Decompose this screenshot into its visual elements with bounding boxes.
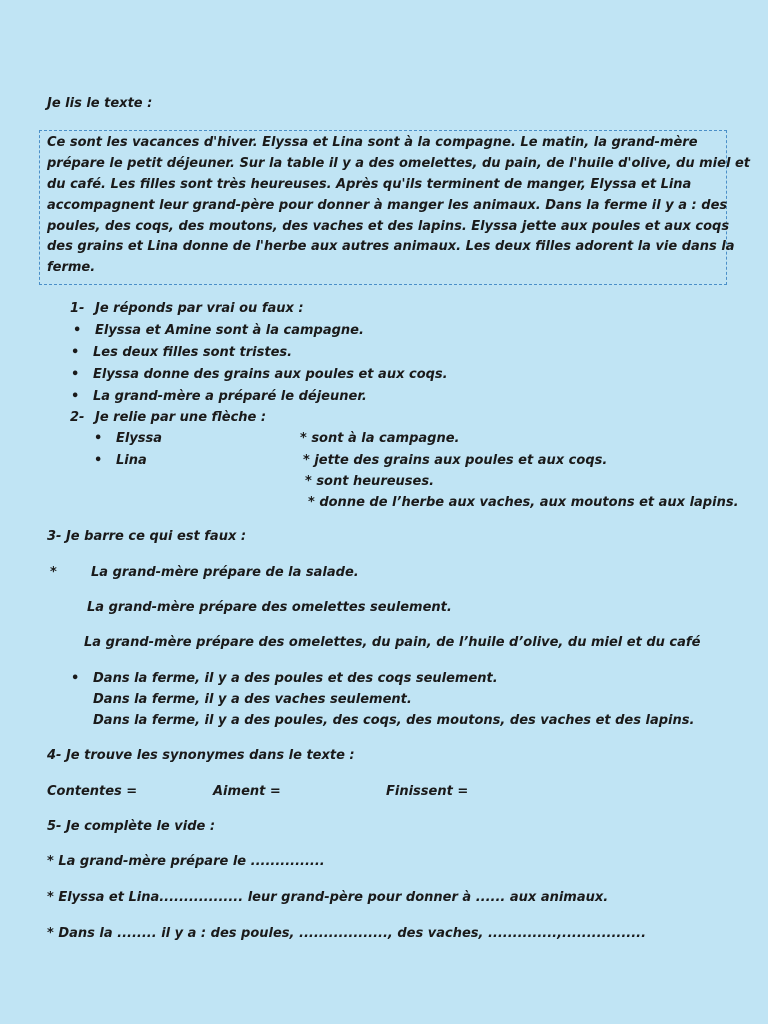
- passage-line: poules, des coqs, des moutons, des vaches et des lapins. Elyssa jette aux poules et aux coqs: [47, 219, 730, 234]
- q2-left-item: • Elyssa: [116, 431, 162, 446]
- passage-line: des grains et Lina donne de l'herbe aux autres animaux. Les deux filles adorent la vie dans la: [47, 239, 735, 254]
- q3-title: 3- Je barre ce qui est faux :: [47, 529, 247, 544]
- q3-option: Dans la ferme, il y a des vaches seulement.: [93, 692, 412, 707]
- passage-line: Ce sont les vacances d'hiver. Elyssa et Lina sont à la compagne. Le matin, la grand-mère: [47, 135, 698, 150]
- q2-number: 2-: [70, 410, 85, 425]
- q4-synonym: Finissent =: [386, 784, 469, 799]
- q5-line: * Dans la ........ il y a : des poules, .................., des vaches, ..............,.................: [47, 926, 647, 941]
- q1-title: Je réponds par vrai ou faux :: [95, 301, 304, 316]
- q3-option: • Dans la ferme, il y a des poules et des coqs seulement.: [93, 671, 498, 686]
- q1-number: 1-: [70, 301, 85, 316]
- q2-right-item: * sont à la campagne.: [300, 431, 460, 446]
- q2-title: Je relie par une flèche :: [95, 410, 267, 425]
- passage-line: prépare le petit déjeuner. Sur la table il y a des omelettes, du pain, de l'huile d'olive, du miel et: [47, 156, 750, 171]
- q5-line: * La grand-mère prépare le ...............: [47, 854, 325, 869]
- q4-synonym: Aiment =: [213, 784, 281, 799]
- q5-line: * Elyssa et Lina................. leur grand-père pour donner à ...... aux animaux.: [47, 890, 609, 905]
- q2-right-item: * donne de l’herbe aux vaches, aux moutons et aux lapins.: [308, 495, 739, 510]
- passage-line: accompagnent leur grand-père pour donner à manger les animaux. Dans la ferme il y a : des: [47, 198, 728, 213]
- q5-title: 5- Je complète le vide :: [47, 819, 216, 834]
- q3-option: La grand-mère prépare de la salade.: [91, 565, 359, 580]
- q1-statement: • Les deux filles sont tristes.: [93, 345, 292, 360]
- q1-statement: • Elyssa donne des grains aux poules et aux coqs.: [93, 367, 448, 382]
- q3-option: Dans la ferme, il y a des poules, des coqs, des moutons, des vaches et des lapins.: [93, 713, 695, 728]
- q4-synonym: Contentes =: [47, 784, 138, 799]
- q2-left-item: • Lina: [116, 453, 147, 468]
- q2-right-item: * sont heureuses.: [305, 474, 435, 489]
- q1-statement: • La grand-mère a préparé le déjeuner.: [93, 389, 367, 404]
- passage-line: du café. Les filles sont très heureuses. Après qu'ils terminent de manger, Elyssa et Lina: [47, 177, 692, 192]
- q3-star: *: [50, 565, 57, 580]
- q3-option: La grand-mère prépare des omelettes seulement.: [87, 600, 452, 615]
- reading-heading: Je lis le texte :: [47, 96, 153, 111]
- q4-title: 4- Je trouve les synonymes dans le texte :: [47, 748, 355, 763]
- q3-option: La grand-mère prépare des omelettes, du pain, de l’huile d’olive, du miel et du café: [84, 635, 701, 650]
- q1-statement: • Elyssa et Amine sont à la campagne.: [95, 323, 364, 338]
- q2-right-item: * jette des grains aux poules et aux coqs.: [303, 453, 608, 468]
- passage-line: ferme.: [47, 260, 96, 275]
